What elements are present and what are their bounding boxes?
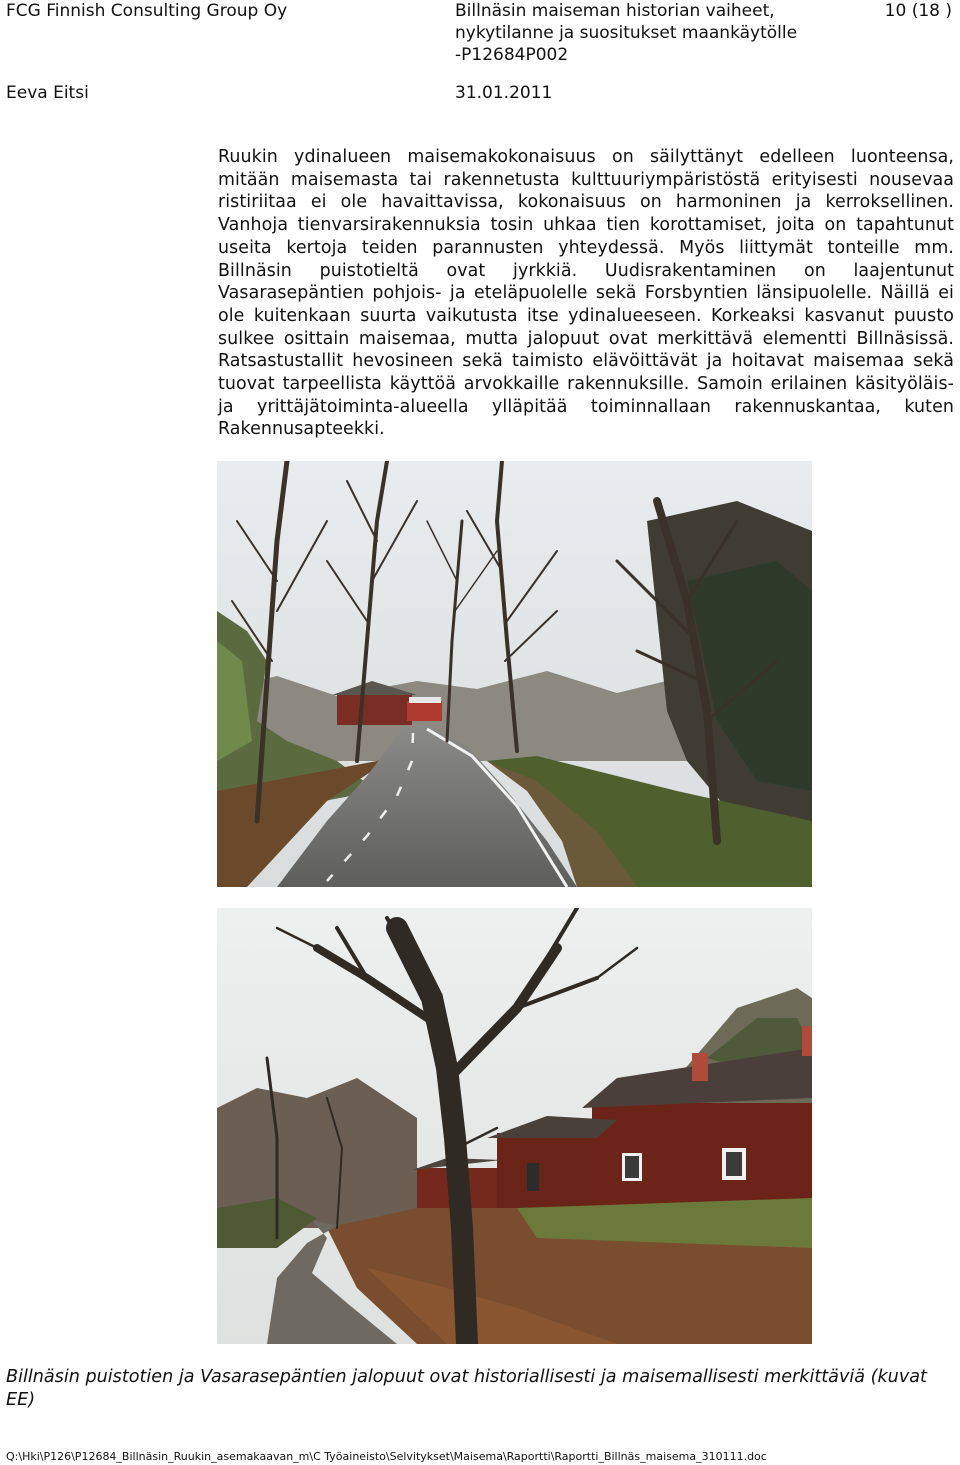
- road-photo: [217, 461, 812, 887]
- footer-file-path: Q:\Hki\P126\P12684_Billnäsin_Ruukin_asemakaavan_m\C Työaineisto\Selvitykset\Maisema\Raportti\Raportti_Billnäs_maisema_310111.doc: [6, 1450, 767, 1463]
- author-name: Eeva Eitsi: [6, 83, 89, 103]
- document-title: [455, 0, 855, 66]
- photo-caption: Billnäsin puistotien ja Vasarasepäntien jalopuut ovat historiallisesti ja maisemallisesti merkittäviä (kuvat EE): [6, 1367, 927, 1410]
- document-date: 31.01.2011: [455, 83, 553, 103]
- page-number: 10 (18 ): [884, 1, 952, 21]
- body-paragraph: Ruukin ydinalueen maisemakokonaisuus on säilyttänyt edelleen luonteensa, mitään maisemasta tai rakennetusta kulttuuriympäristöstä erityisesti nousevaa ristiriitaa ei ole havaittavissa, kokonaisuus on harmoninen ja kerroksellinen. Vanhoja tienvarsirakennuksia tosin uhkaa tien korottamiset, joita on tapahtunut useita kertoja teiden parannusten yhteydessä. Myös liittymät tonteille mm. Billnäsin puistotieltä ovat jyrkkiä. Uudisrakentaminen on laajentunut Vasarasepäntien pohjois- ja eteläpuolelle sekä Forsbyntien länsipuolelle. Näillä ei ole kuitenkaan suurta vaikutusta itse ydinalueeseen. Korkeaksi kasvanut puusto sulkee osittain maisemaa, mutta jalopuut ovat merkittävä elementti Billnäsissä. Ratsastustallit hevosineen sekä taimisto elävöittävät ja hoitavat maisemaa sekä tuovat tarpeellista käyttöä arvokkaille rakennuksille. Samoin erilainen käsityöläis- ja yrittäjätoiminta-alueella ylläpitää toiminnallaan rakennuskantaa, kuten Rakennusapteekki.: [218, 147, 954, 440]
- document-title-line: -P12684P002: [455, 45, 569, 65]
- company-name: FCG Finnish Consulting Group Oy: [6, 1, 288, 21]
- document-title-line: Billnäsin maiseman historian vaiheet,: [455, 1, 775, 21]
- red-houses-photo: [217, 908, 812, 1344]
- document-title-line: nykytilanne ja suositukset maankäytölle: [455, 23, 798, 43]
